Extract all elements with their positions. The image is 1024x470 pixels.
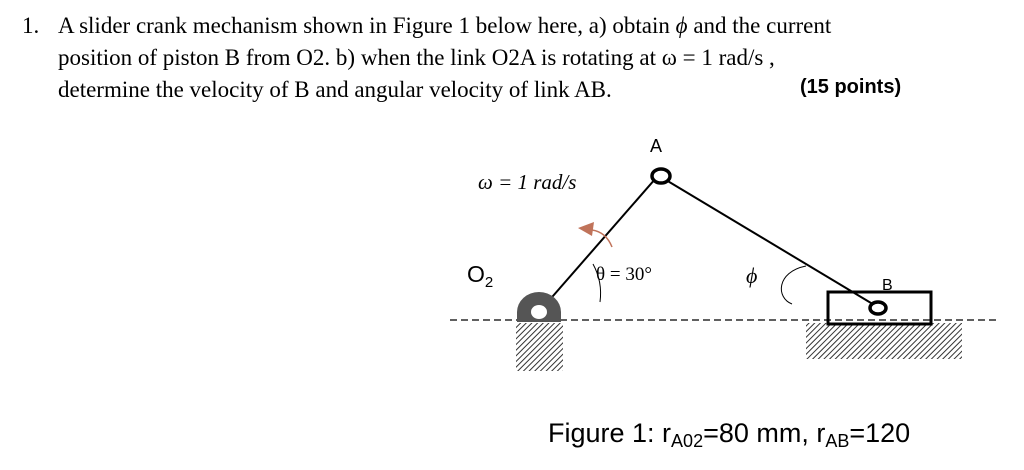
caption-sub-2: AB: [825, 431, 850, 451]
rotation-arrow-head: [578, 222, 594, 236]
label-o2: [467, 261, 493, 291]
caption-suffix: =120: [849, 418, 911, 448]
label-o: O: [467, 261, 485, 287]
label-o-sub: 2: [484, 274, 494, 291]
phi-label: ϕ: [746, 263, 758, 288]
joint-b: [870, 302, 886, 314]
omega-equation: ω = 1 rad/s ,: [661, 45, 775, 70]
joint-a: [652, 169, 670, 183]
caption-prefix: Figure 1: r: [548, 418, 672, 448]
label-a: A: [650, 136, 663, 156]
caption-sub-1: A02: [671, 431, 704, 451]
phi-arc: [781, 266, 806, 304]
phi-symbol: ϕ: [675, 13, 688, 38]
figure-caption: [548, 418, 910, 449]
omega-label: ω = 1 rad/s: [478, 170, 577, 194]
link-o2a: [539, 178, 656, 312]
problem-number: 1.: [22, 13, 40, 38]
ground-hatch-pivot: [516, 323, 563, 371]
theta-label: θ = 30°: [596, 264, 652, 285]
caption-mid: =80 mm, r: [703, 418, 826, 448]
problem-line-1-text: A slider crank mechanism shown in Figure 1 below here, a) obtain: [58, 13, 670, 38]
problem-line-2-text: position of piston B from O2. b) when the link O2A is rotating at: [58, 45, 656, 70]
pivot-o2-pin: [531, 305, 547, 319]
problem-line-1-tail: and the current: [693, 13, 832, 38]
problem-line-3-text: determine the velocity of B and angular velocity of link AB.: [58, 77, 612, 102]
points-label: (15 points): [800, 76, 902, 98]
ground-hatch-slider: [806, 323, 962, 359]
label-b: B: [882, 277, 893, 294]
link-ab: [666, 180, 876, 306]
